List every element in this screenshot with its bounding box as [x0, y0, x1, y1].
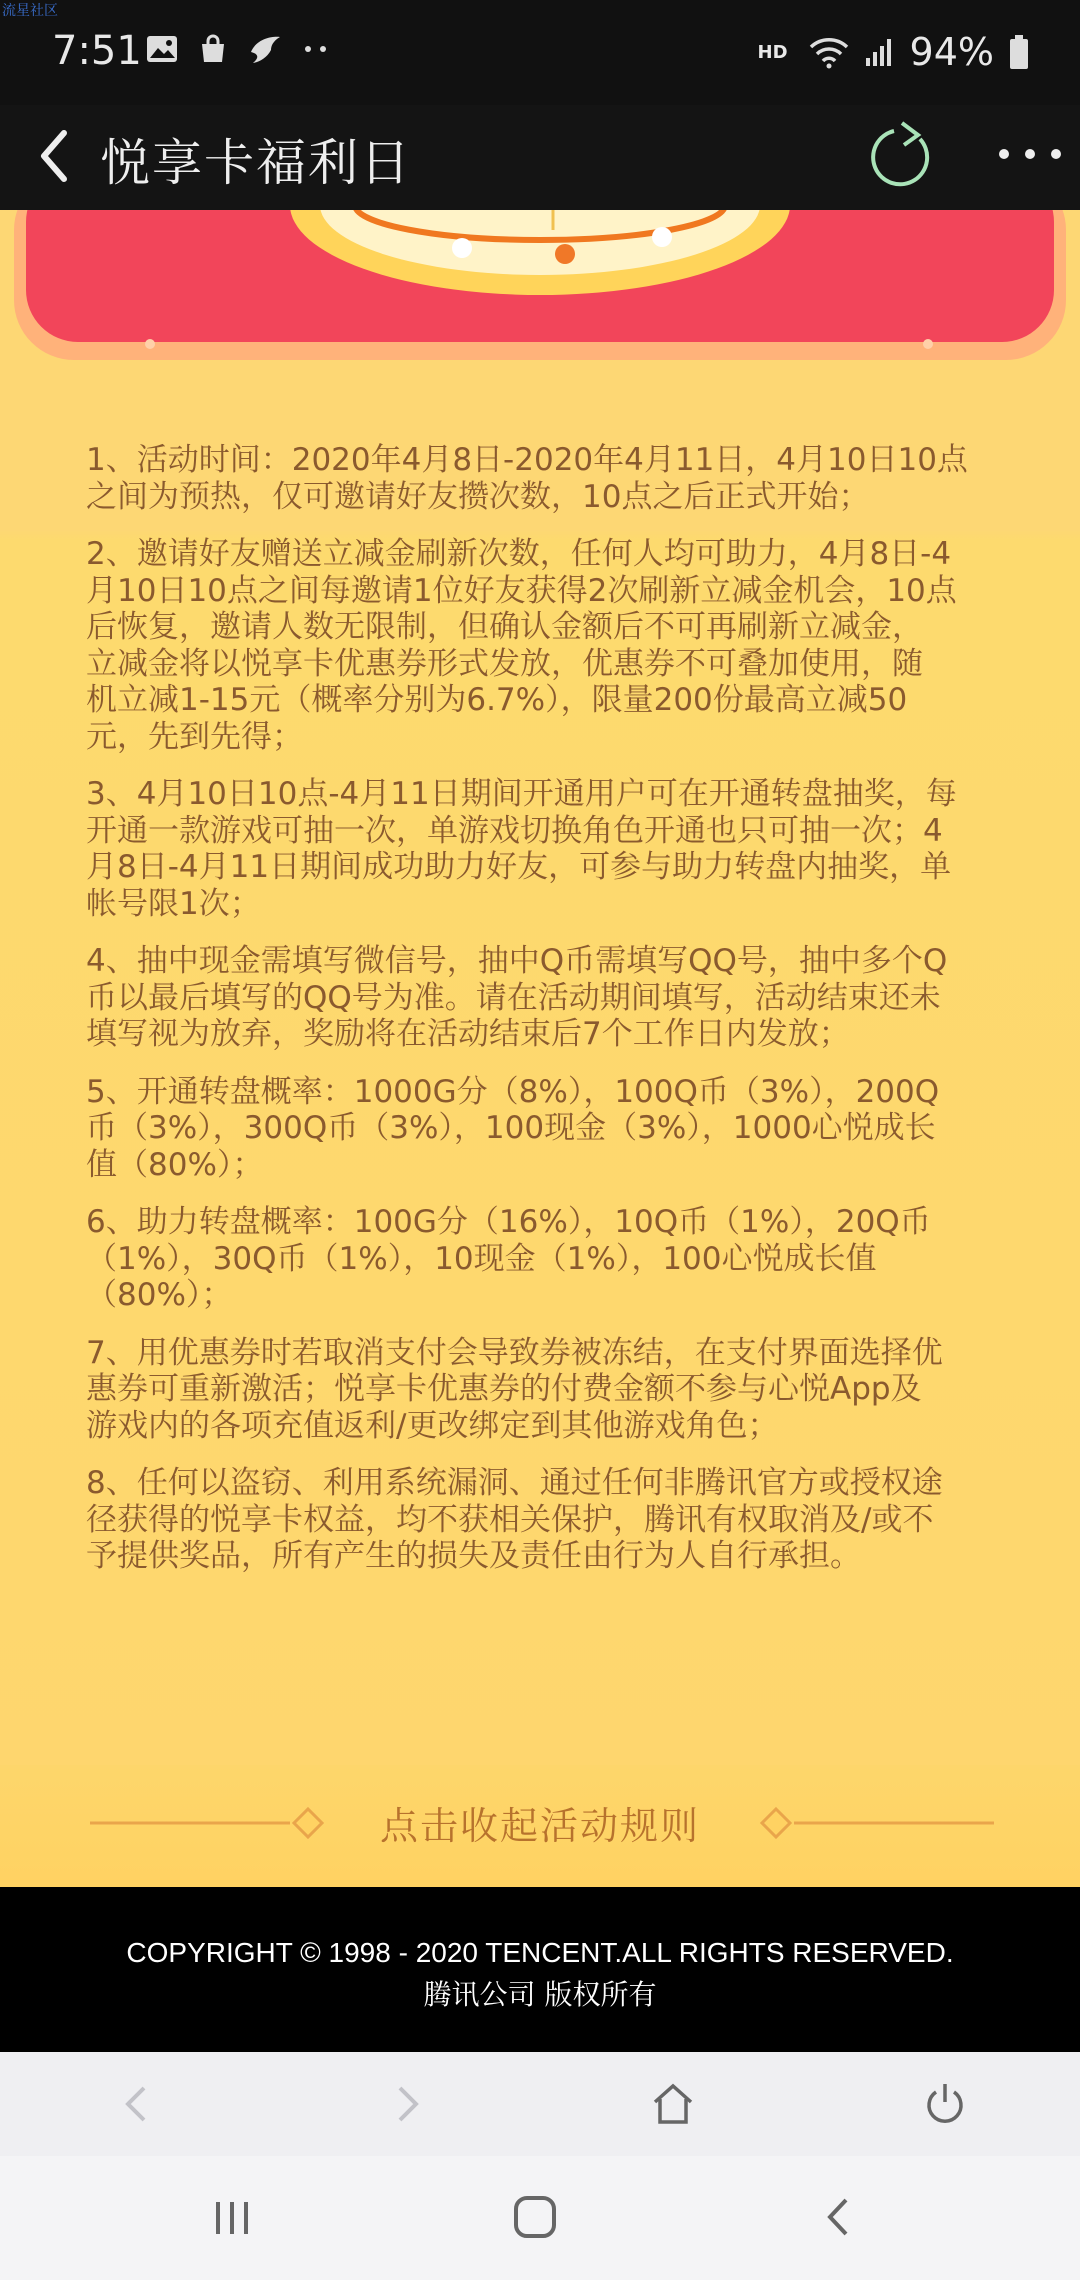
browser-home-icon[interactable] [650, 2082, 696, 2126]
gallery-icon [145, 34, 179, 64]
rule-item: 8、任何以盗窃、利用系统漏洞、通过任何非腾讯官方或授权途 径获得的悦享卡权益，均不获相关保护，腾讯有权取消及/或不 予提供奖品，所有产生的损失及责任由行为人自行承担。 [86, 1465, 943, 1574]
watermark: 流星社区 [2, 3, 58, 19]
rule-item: 4、抽中现金需填写微信号，抽中Q币需填写QQ号，抽中多个Q 币以最后填写的QQ号为准。请在活动期间填写，活动结束还未 填写视为放弃，奖励将在活动结束后7个工作日内发放； [86, 943, 948, 1052]
rule-item: 1、活动时间：2020年4月8日-2020年4月11日，4月10日10点 之间为预热，仅可邀请好友攒次数，10点之后正式开始； [86, 442, 968, 515]
home-button-icon[interactable] [512, 2194, 558, 2240]
notification-icons [145, 32, 331, 66]
page-title: 悦享卡福利日 [100, 134, 412, 192]
page-content[interactable] [0, 210, 1080, 1887]
shopping-bag-icon [197, 33, 229, 65]
collapse-rules-button[interactable]: 点击收起活动规则 [379, 1804, 700, 1848]
signal-icon [864, 36, 896, 68]
wifi-icon [808, 35, 850, 69]
browser-forward-icon[interactable] [390, 2084, 426, 2124]
browser-back-icon[interactable] [118, 2084, 154, 2124]
more-notifications-icon [301, 44, 331, 54]
rule-item: 5、开通转盘概率：1000G分（8%），100Q币（3%），200Q 币（3%），300Q币（3%），100现金（3%），1000心悦成长 值（80%）； [86, 1073, 940, 1183]
hd-indicator: HD [757, 41, 788, 63]
app-bar [0, 105, 1080, 210]
back-arrow-icon[interactable] [30, 123, 80, 189]
bird-icon [247, 32, 283, 66]
power-icon[interactable] [922, 2080, 968, 2126]
system-back-icon[interactable] [820, 2194, 856, 2240]
copyright-text: COPYRIGHT © 1998 - 2020 TENCENT.ALL RIGHTS RESERVED. [126, 1937, 954, 1968]
recent-apps-icon[interactable] [210, 2196, 254, 2240]
rule-item: 7、用优惠券时若取消支付会导致券被冻结，在支付界面选择优 惠券可重新激活；悦享卡优惠券的付费金额不参与心悦App及 游戏内的各项充值返利/更改绑定到其他游戏角色； [86, 1334, 943, 1444]
activity-rules [86, 442, 1004, 1596]
system-nav-bar [0, 2156, 1080, 2280]
battery-icon [1008, 34, 1030, 70]
battery-percent: 94% [909, 30, 994, 74]
rule-item: 2、邀请好友赠送立减金刷新次数，任何人均可助力，4月8日-4 月10日10点之间每邀请1位好友获得2次刷新立减金机会，10点 后恢复，邀请人数无限制，但确认金额后不可再刷新立减金， 立减金将以悦享卡优惠券形式发放，优惠券不可叠加使用，随 机立减1-15元（概率分别为6.7%），限量200份最高立减50 元，先到先得； [86, 536, 957, 755]
rule-item: 6、助力转盘概率：100G分（16%），10Q币（1%），20Q币 （1%），30Q币（1%），10现金（1%），100心悦成长值 （80%）； [86, 1204, 931, 1313]
lottery-wheel-banner [0, 210, 1080, 360]
more-options-icon[interactable] [995, 143, 1065, 165]
footer [0, 1887, 1080, 2052]
owner-text: 腾讯公司 版权所有 [423, 1978, 657, 2011]
browser-toolbar [0, 2052, 1080, 2156]
status-bar [0, 0, 1080, 105]
refresh-icon[interactable] [868, 115, 936, 195]
rule-item: 3、4月10日10点-4月11日期间开通用户可在开通转盘抽奖，每 开通一款游戏可抽一次，单游戏切换角色开通也只可抽一次；4 月8日-4月11日期间成功助力好友，可参与助力转盘内抽奖，单 帐号限1次； [86, 776, 957, 922]
status-time: 7:51 [52, 28, 142, 74]
status-right [758, 30, 1030, 74]
